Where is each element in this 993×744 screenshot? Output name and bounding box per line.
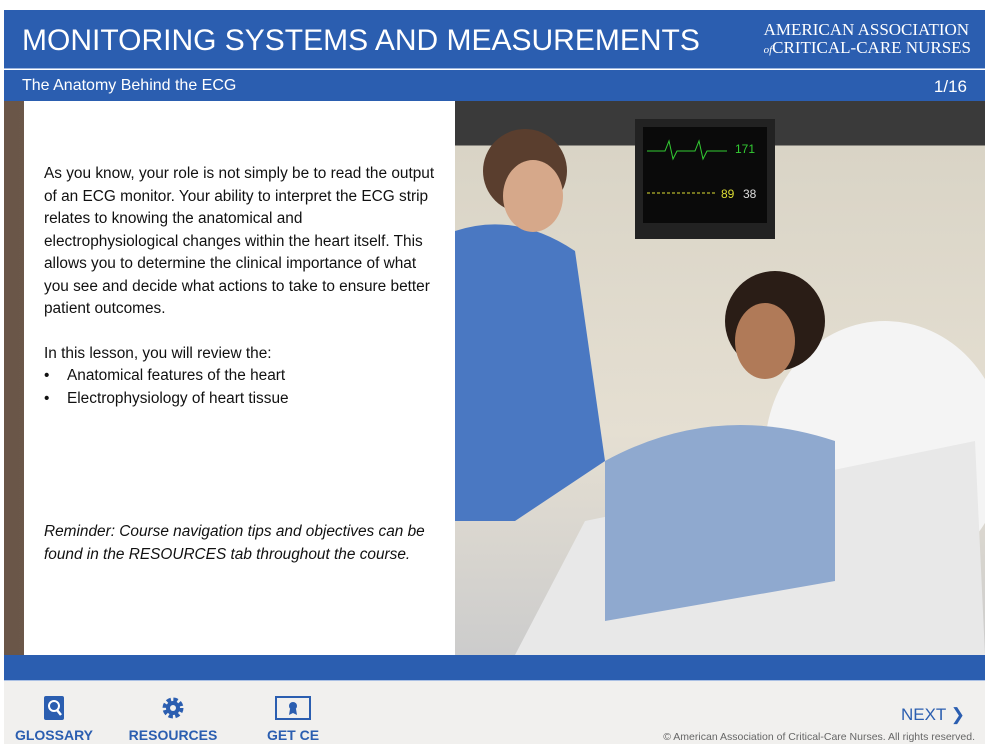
next-label: NEXT xyxy=(900,705,947,724)
subheader-bar xyxy=(4,70,985,101)
monitor-v1: 89 xyxy=(721,187,735,201)
logo-of: of xyxy=(763,44,773,56)
glossary-book-icon xyxy=(41,695,67,721)
resources-button[interactable] xyxy=(126,695,220,743)
resources-label: RESOURCES xyxy=(128,727,218,743)
footer-nav xyxy=(4,680,985,744)
next-button[interactable] xyxy=(901,705,965,725)
get-ce-button[interactable] xyxy=(258,695,328,743)
logo-line-1: AMERICAN ASSOCIATION xyxy=(763,20,970,39)
glossary-label: GLOSSARY xyxy=(14,727,94,743)
reminder-text: Reminder: Course navigation tips and objectives can be found in the RESOURCES tab throughout the course. xyxy=(44,523,425,563)
patient-face xyxy=(735,303,795,379)
nurse-face xyxy=(503,160,563,232)
gear-icon xyxy=(160,695,186,721)
nurse-scrubs xyxy=(455,224,605,521)
aacn-logo xyxy=(764,21,971,59)
intro-text: As you know, your role is not simply be to read the output of an ECG monitor. Your ability to interpret the ECG strip relates to knowing the anatomical and electrophysiological changes within the heart itself. This allows you to determine the clinical importance of what you see and decide what actions to take to ensure better patient outcomes. xyxy=(44,165,435,317)
copyright: © American Association of Critical-Care Nurses. All rights reserved. xyxy=(663,731,975,743)
blue-divider-bar xyxy=(4,655,985,680)
logo-line-2: CRITICAL-CARE NURSES xyxy=(772,38,971,57)
list-item: • Anatomical features of the heart xyxy=(44,365,435,388)
page-counter: 1/16 xyxy=(933,77,967,96)
photo-illustration xyxy=(455,101,985,655)
monitor-v2: 38 xyxy=(743,187,757,201)
lead-text: In this lesson, you will review the: xyxy=(44,344,272,362)
certificate-icon xyxy=(274,695,312,721)
text-panel xyxy=(24,101,455,655)
content-area xyxy=(4,101,985,655)
course-title: MONITORING SYSTEMS AND MEASUREMENTS xyxy=(22,24,700,57)
chevron-right-icon: ❯ xyxy=(950,705,965,724)
glossary-button[interactable] xyxy=(14,695,94,743)
get-ce-label: GET CE xyxy=(266,727,320,743)
monitor-hr: 171 xyxy=(735,142,756,156)
list-item: • Electrophysiology of heart tissue xyxy=(44,388,435,411)
bullet-list xyxy=(44,365,435,410)
nurse-patient-photo xyxy=(455,101,985,655)
header-bar xyxy=(4,10,985,69)
lesson-title: The Anatomy Behind the ECG xyxy=(22,77,237,94)
